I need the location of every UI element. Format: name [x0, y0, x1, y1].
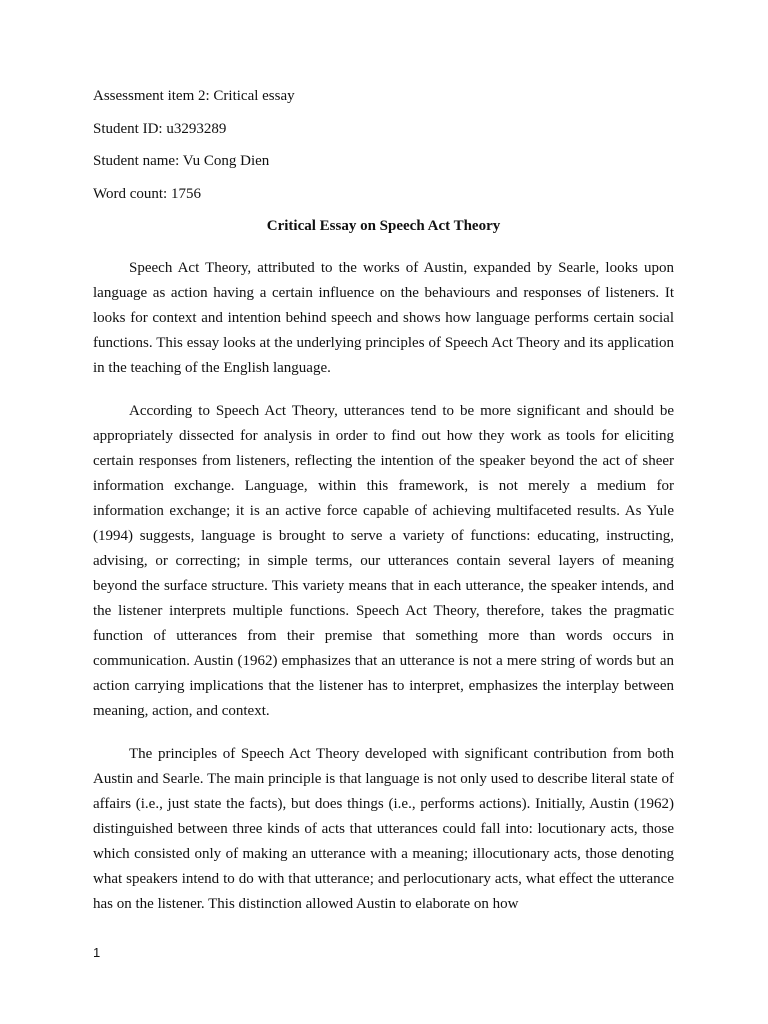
student-name-line: Student name: Vu Cong Dien [93, 153, 270, 169]
paragraph-2: According to Speech Act Theory, utterances tend to be more significant and should be appropriately dissected for analysis in order to find out how they work as tools for eliciting certain responses from listeners, reflecting the intention of the speaker beyond the act of sheer information exchange. Language, within this framework, is not merely a medium for information exchange; it is an active force capable of achieving multifaceted results. As Yule (1994) suggests, language is brought to serve a variety of functions: educating, instructing, advising, or correcting; in simple terms, our utterances contain several layers of meaning beyond the surface structure. This variety means that in each utterance, the speaker intends, and the listener interprets multiple functions. Speech Act Theory, therefore, takes the pragmatic function of utterances from their premise that something more than words occurs in communication. Austin (1962) emphasizes that an utterance is not a mere string of words but an action carrying implications that the listener has to interpret, emphasizes the interplay between meaning, action, and context. [93, 403, 674, 719]
paragraph-3: The principles of Speech Act Theory developed with significant contribution from both Austin and Searle. The main principle is that language is not only used to describe literal state of affairs (i.e., just state the facts), but does things (i.e., performs actions). Initially, Austin (1962) distinguished between three kinds of acts that utterances could fall into: locutionary acts, those which consisted only of making an utterance with a meaning; illocutionary acts, those denoting what speakers intend to do with that utterance; and perlocutionary acts, what effect the utterance has on the listener. This distinction allowed Austin to elaborate on how [93, 746, 674, 912]
document-body [93, 86, 674, 935]
paragraph-1: Speech Act Theory, attributed to the works of Austin, expanded by Searle, looks upon language as action having a certain influence on the behaviours and responses of listeners. It looks for context and intention behind speech and shows how language performs certain social functions. This essay looks at the underlying principles of Speech Act Theory and its application in the teaching of the English language. [93, 260, 674, 376]
word-count-line: Word count: 1756 [93, 185, 201, 202]
student-id-line: Student ID: u3293289 [93, 120, 227, 137]
assessment-line: Assessment item 2: Critical essay [93, 88, 295, 104]
page-number: 1 [93, 945, 101, 960]
essay-title: Critical Essay on Speech Act Theory [266, 218, 501, 234]
